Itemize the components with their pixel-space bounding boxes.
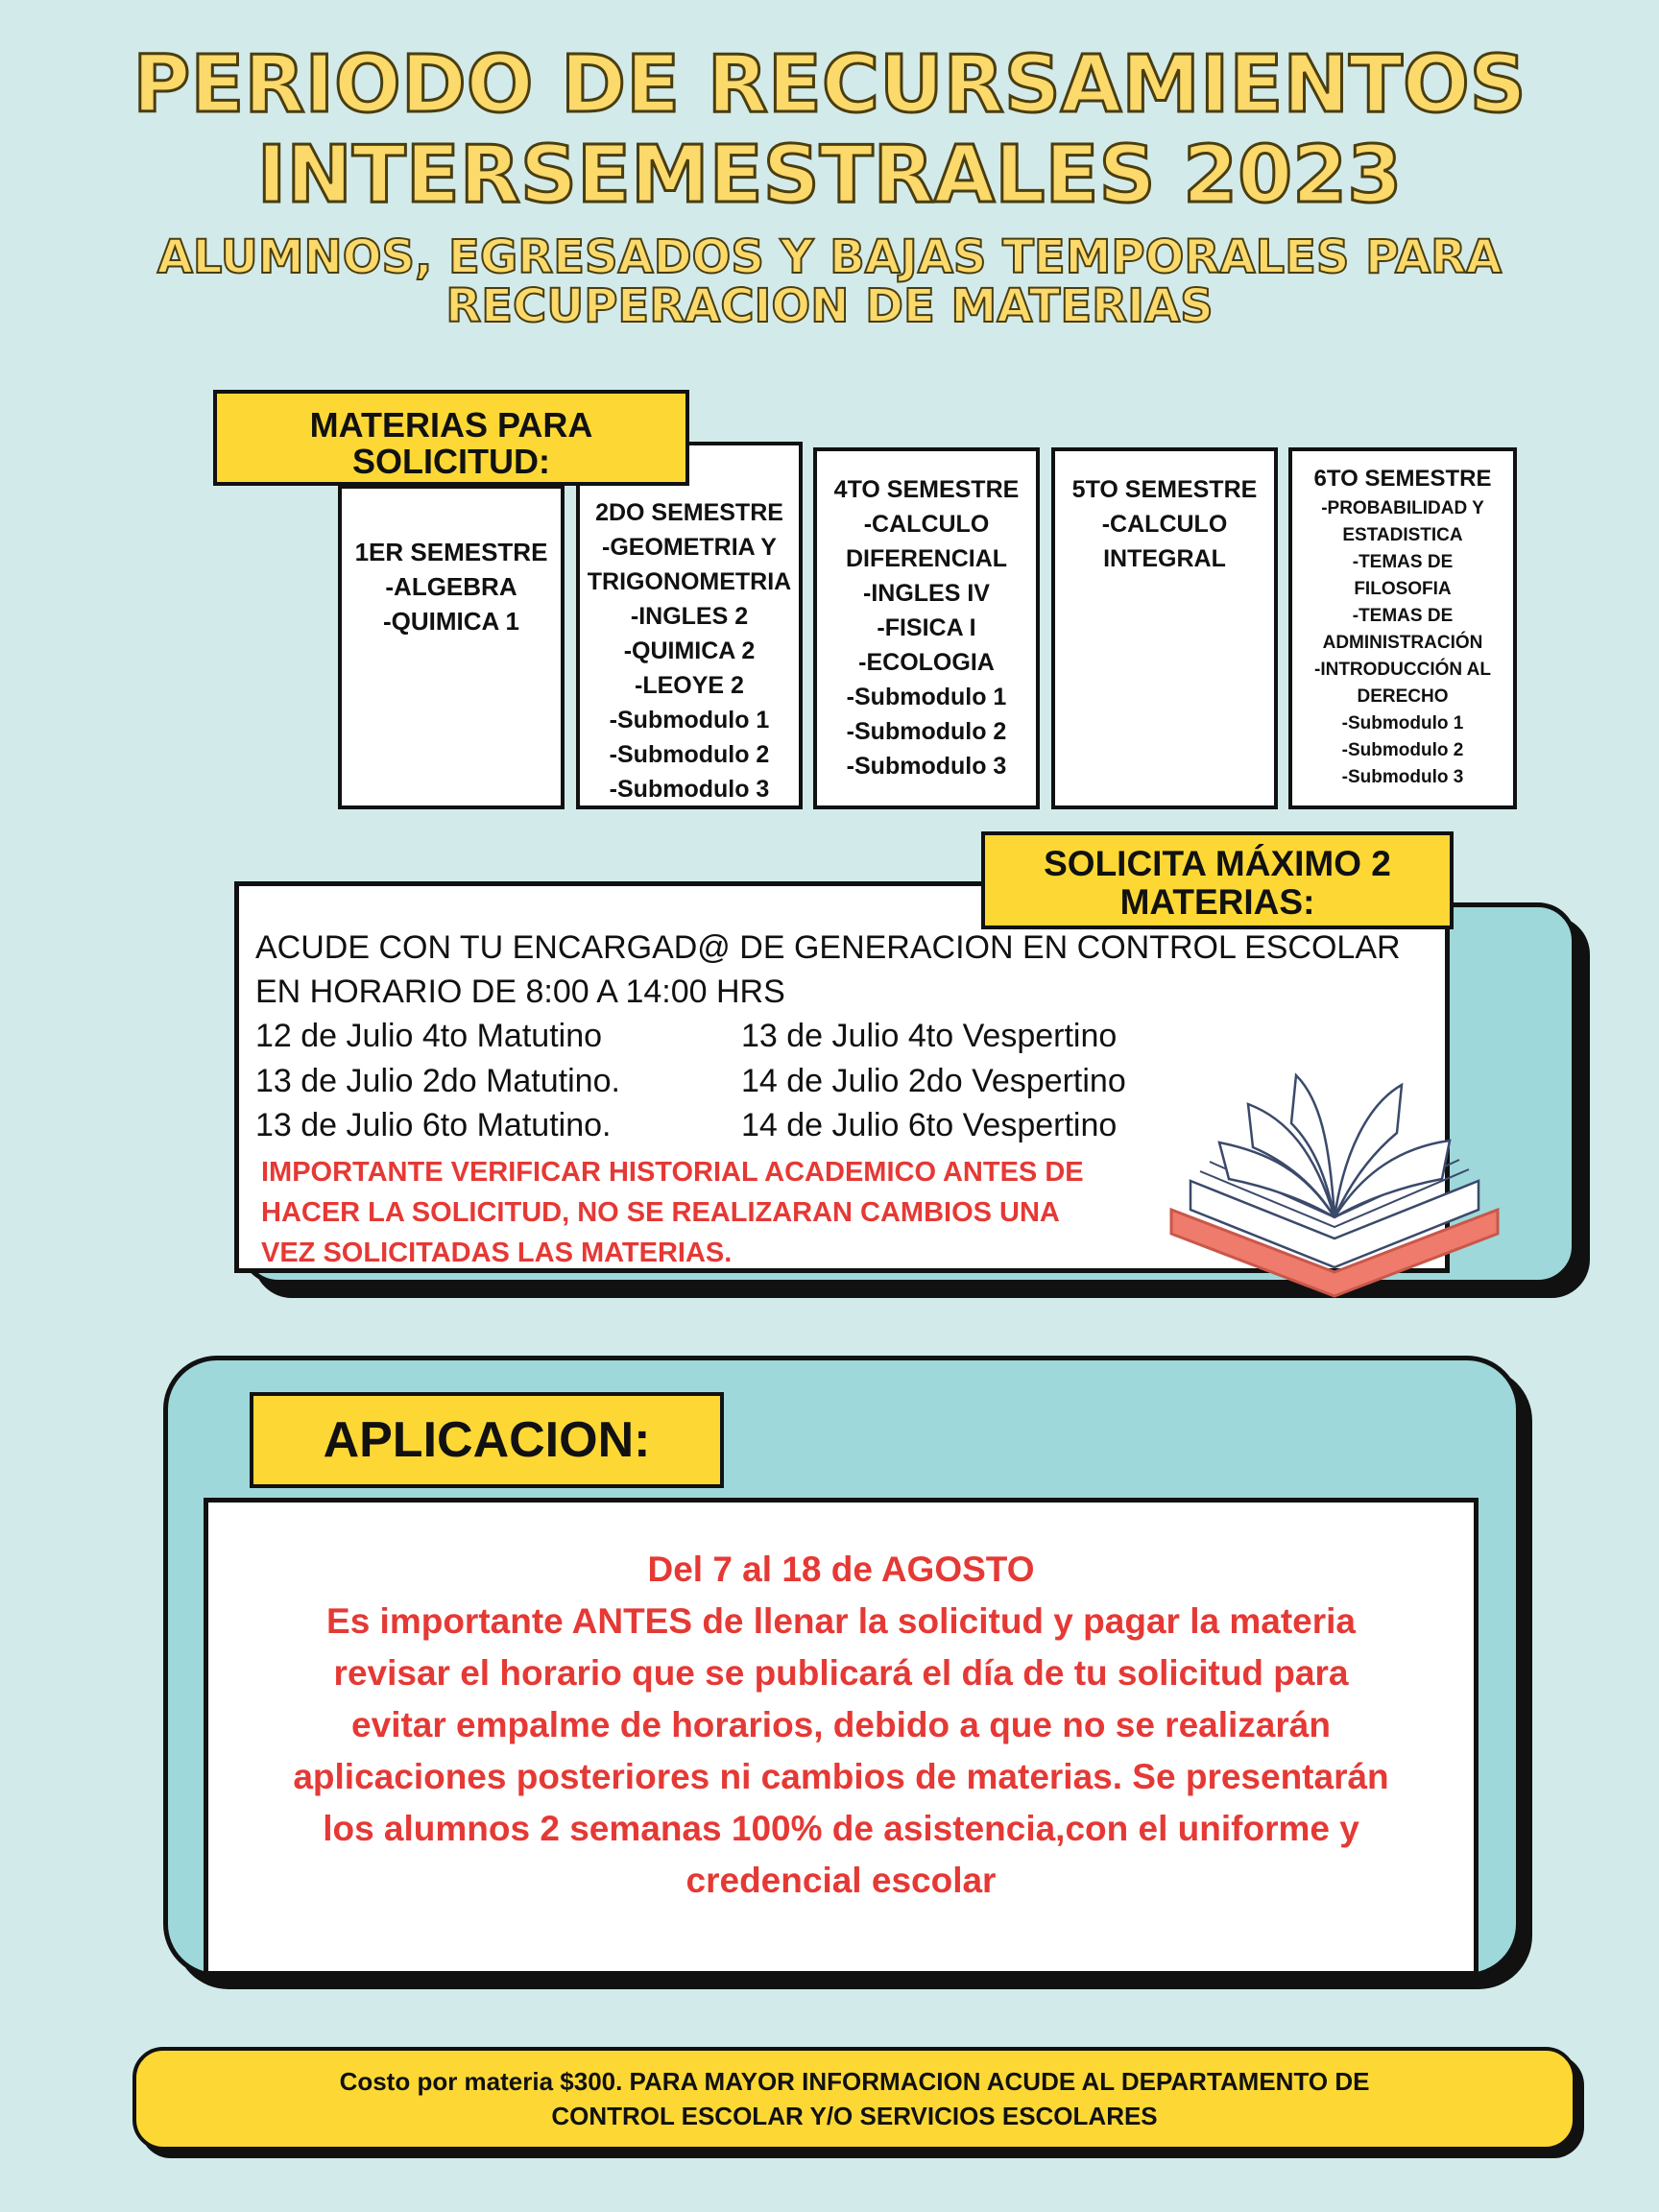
semester-line: -Submodulo 3 <box>609 776 770 803</box>
semester-line: -INGLES IV <box>863 580 990 607</box>
semester-line: -TEMAS DE <box>1352 552 1454 572</box>
semester-line: 2DO SEMESTRE <box>595 499 783 526</box>
semester-line: -QUIMICA 1 <box>382 607 520 636</box>
semester-line: 1ER SEMESTRE <box>354 538 548 566</box>
aplicacion-text-line: Es importante ANTES de llenar la solicitud y pagar la materia <box>326 1601 1356 1641</box>
semester-line: 6TO SEMESTRE <box>1313 466 1492 492</box>
subtitle-line-1: ALUMNOS, EGRESADOS Y BAJAS TEMPORALES PARA <box>156 230 1503 284</box>
instruction-line-2: EN HORARIO DE 8:00 A 14:00 HRS <box>255 974 785 1010</box>
schedule-item: 13 de Julio 4to Vespertino <box>741 1018 1118 1054</box>
semester-line: INTEGRAL <box>1103 545 1226 572</box>
semester-line: -LEOYE 2 <box>635 672 744 699</box>
semester-line: 4TO SEMESTRE <box>833 476 1020 503</box>
solicita-label: SOLICITA MÁXIMO 2 MATERIAS: <box>981 831 1454 929</box>
semester-line: -Submodulo 1 <box>846 684 1007 710</box>
semester-line: ESTADISTICA <box>1342 525 1463 545</box>
aplicacion-text-line: aplicaciones posteriores ni cambios de materias. Se presentarán <box>293 1757 1389 1796</box>
semester-box-2 <box>576 442 803 809</box>
semester-box-5 <box>1051 447 1278 809</box>
open-book-icon <box>1162 1066 1507 1315</box>
semester-line: -Submodulo 1 <box>1341 713 1464 733</box>
semester-line: FILOSOFIA <box>1354 579 1452 599</box>
page-title-line-1: PERIODO DE RECURSAMIENTOS <box>132 39 1527 131</box>
semester-line: -INTRODUCCIÓN AL <box>1314 660 1491 680</box>
semester-line: ADMINISTRACIÓN <box>1322 633 1483 653</box>
semester-line: -TEMAS DE <box>1352 606 1454 626</box>
aplicacion-text-line: credencial escolar <box>685 1861 997 1900</box>
aplicacion-text-line: los alumnos 2 semanas 100% de asistencia,con el uniforme y <box>323 1809 1359 1848</box>
schedule-item: 12 de Julio 4to Matutino <box>255 1018 603 1054</box>
schedule-item: 14 de Julio 6to Vespertino <box>741 1107 1118 1143</box>
aplicacion-date: Del 7 al 18 de AGOSTO <box>647 1550 1035 1589</box>
semester-line: 5TO SEMESTRE <box>1071 476 1258 503</box>
semester-line: -Submodulo 3 <box>846 753 1007 780</box>
important-notice-line: HACER LA SOLICITUD, NO SE REALIZARAN CAMBIOS UNA <box>261 1197 1060 1228</box>
aplicacion-label: APLICACION: <box>250 1392 724 1488</box>
semester-line: -PROBABILIDAD Y <box>1321 498 1484 518</box>
semester-box-4 <box>813 447 1040 809</box>
footer-line-1: Costo por materia $300. PARA MAYOR INFORMACION ACUDE AL DEPARTAMENTO DE <box>339 2067 1370 2096</box>
semester-line: TRIGONOMETRIA <box>587 568 792 595</box>
semester-line: -Submodulo 2 <box>1341 740 1464 760</box>
semester-box-6 <box>1288 447 1517 809</box>
semester-line: -ALGEBRA <box>385 572 517 601</box>
semester-line: -FISICA I <box>877 614 976 641</box>
instruction-line-1: ACUDE CON TU ENCARGAD@ DE GENERACION EN CONTROL ESCOLAR <box>255 929 1401 966</box>
semester-line: DIFERENCIAL <box>845 545 1008 572</box>
semester-line: -CALCULO <box>1101 511 1228 538</box>
semester-line: -Submodulo 1 <box>609 707 770 733</box>
aplicacion-text-line: revisar el horario que se publicará el día de tu solicitud para <box>333 1653 1349 1693</box>
semester-box-1 <box>338 485 565 809</box>
semester-line: -ECOLOGIA <box>858 649 995 676</box>
subtitle-line-2: RECUPERACION DE MATERIAS <box>445 279 1214 333</box>
semester-line: -GEOMETRIA Y <box>602 534 777 561</box>
semester-line: -Submodulo 2 <box>609 741 770 768</box>
aplicacion-text-line: evitar empalme de horarios, debido a que no se realizarán <box>351 1705 1331 1744</box>
important-notice-line: VEZ SOLICITADAS LAS MATERIAS. <box>261 1238 733 1268</box>
schedule-item: 14 de Julio 2do Vespertino <box>741 1063 1126 1099</box>
materias-label: MATERIAS PARA SOLICITUD: <box>213 390 689 486</box>
semester-line: DERECHO <box>1357 686 1449 707</box>
semester-line: -CALCULO <box>863 511 990 538</box>
footer-line-2: CONTROL ESCOLAR Y/O SERVICIOS ESCOLARES <box>551 2102 1158 2130</box>
semester-line: -Submodulo 3 <box>1341 767 1464 787</box>
semester-line: -INGLES 2 <box>630 603 749 630</box>
schedule-item: 13 de Julio 6to Matutino. <box>255 1107 612 1143</box>
schedule-item: 13 de Julio 2do Matutino. <box>255 1063 620 1099</box>
semester-line: -Submodulo 2 <box>846 718 1007 745</box>
important-notice-line: IMPORTANTE VERIFICAR HISTORIAL ACADEMICO ANTES DE <box>261 1157 1084 1188</box>
page-title-line-2: INTERSEMESTRALES 2023 <box>256 130 1403 221</box>
semester-line: -QUIMICA 2 <box>623 637 756 664</box>
